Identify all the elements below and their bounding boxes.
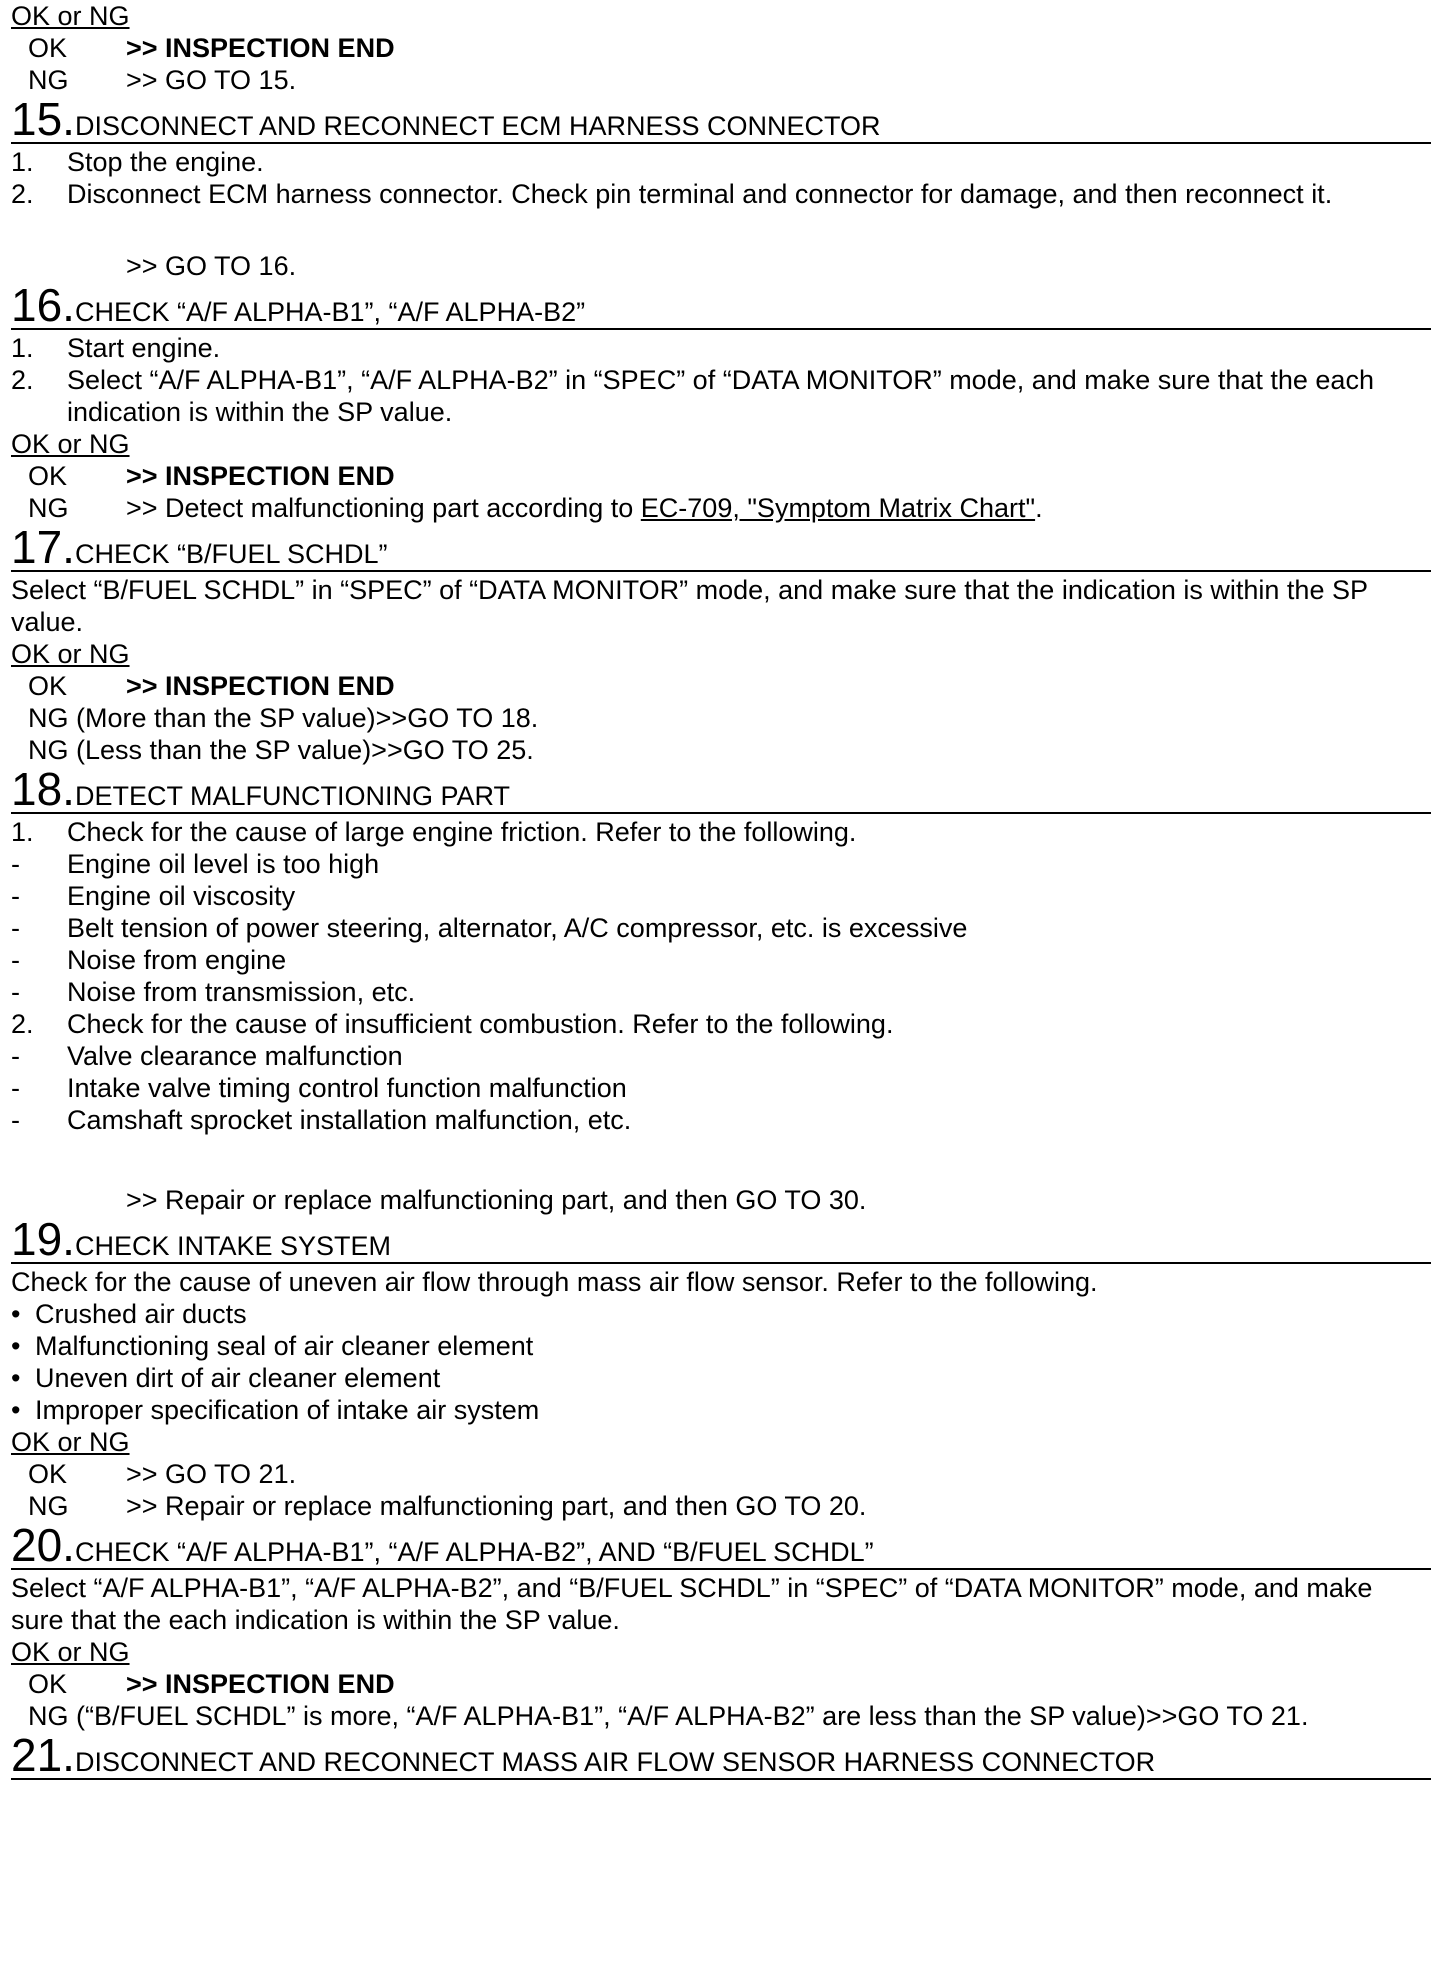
list-marker: - bbox=[11, 1073, 20, 1103]
bullet-item: • Crushed air ducts bbox=[11, 1299, 247, 1329]
step-number: 18. bbox=[11, 763, 75, 815]
list-text: Belt tension of power steering, alternator, A/C compressor, etc. is excessive bbox=[67, 913, 968, 943]
result-ng bbox=[11, 1700, 1431, 1732]
list-text: Valve clearance malfunction bbox=[67, 1041, 403, 1071]
list-text: Intake valve timing control function malfunction bbox=[67, 1073, 627, 1103]
result-ng bbox=[11, 1490, 1431, 1522]
list-marker: - bbox=[11, 913, 20, 943]
bullet-text: Improper specification of intake air system bbox=[35, 1395, 540, 1425]
ok-key: OK bbox=[28, 1459, 68, 1489]
ok-ng-label: OK or NG bbox=[11, 1637, 130, 1667]
list-text: Disconnect ECM harness connector. Check pin terminal and connector for damage, and then reconnect it. bbox=[67, 179, 1333, 209]
step-number: 21. bbox=[11, 1729, 75, 1781]
ng-key: NG bbox=[28, 65, 69, 95]
list-item bbox=[11, 1104, 1431, 1136]
step-number: 20. bbox=[11, 1519, 75, 1571]
ng-action: >> GO TO 15. bbox=[126, 65, 297, 95]
result-ok bbox=[11, 32, 1431, 64]
symptom-matrix-link[interactable]: EC-709, "Symptom Matrix Chart" bbox=[640, 493, 1036, 523]
ng-full-text: NG (“B/FUEL SCHDL” is more, “A/F ALPHA-B1”, “A/F ALPHA-B2” are less than the SP value)>>GO TO 21. bbox=[28, 1701, 1309, 1731]
ok-key: OK bbox=[28, 33, 68, 63]
list-text: Stop the engine. bbox=[67, 147, 264, 177]
ok-ng-label: OK or NG bbox=[11, 1, 130, 31]
list-item bbox=[11, 944, 1431, 976]
result-ng-less bbox=[11, 734, 1431, 766]
list-text: Engine oil viscosity bbox=[67, 881, 296, 911]
paragraph: Select “B/FUEL SCHDL” in “SPEC” of “DATA MONITOR” mode, and make sure that the indication is within the SP value. bbox=[11, 575, 1368, 637]
ng-key: NG bbox=[28, 493, 69, 523]
ng-action: >> Detect malfunctioning part according to EC-709, "Symptom Matrix Chart". bbox=[126, 493, 1043, 523]
step-19-heading bbox=[11, 1213, 1431, 1265]
result-ng-more bbox=[11, 702, 1431, 734]
step-number: 15. bbox=[11, 93, 75, 145]
ng-less-text: NG (Less than the SP value)>>GO TO 25. bbox=[28, 735, 534, 765]
step-20-heading bbox=[11, 1519, 1431, 1571]
bullet-text: Uneven dirt of air cleaner element bbox=[35, 1363, 441, 1393]
inspection-end: >> INSPECTION END bbox=[126, 1669, 395, 1699]
ng-key: NG bbox=[28, 1491, 69, 1521]
list-marker: 2. bbox=[11, 365, 34, 395]
step-title: DISCONNECT AND RECONNECT ECM HARNESS CONNECTOR bbox=[74, 111, 881, 141]
document-page bbox=[11, 0, 1431, 1780]
goto-action: >> Repair or replace malfunctioning part, and then GO TO 30. bbox=[126, 1185, 867, 1215]
step-title: DETECT MALFUNCTIONING PART bbox=[74, 781, 510, 811]
list-marker: - bbox=[11, 945, 20, 975]
inspection-end: >> INSPECTION END bbox=[126, 671, 395, 701]
list-item bbox=[11, 178, 1431, 210]
paragraph: Check for the cause of uneven air flow through mass air flow sensor. Refer to the following. bbox=[11, 1267, 1098, 1297]
bullet-item: • Improper specification of intake air system bbox=[11, 1395, 540, 1425]
list-text: Noise from engine bbox=[67, 945, 287, 975]
step-21-heading bbox=[11, 1729, 1431, 1781]
list-marker: - bbox=[11, 849, 20, 879]
list-text: Start engine. bbox=[67, 333, 221, 363]
step-title: CHECK “A/F ALPHA-B1”, “A/F ALPHA-B2”, AND “B/FUEL SCHDL” bbox=[74, 1537, 874, 1567]
list-marker: 1. bbox=[11, 333, 34, 363]
step-17-heading bbox=[11, 521, 1431, 573]
list-item bbox=[11, 976, 1431, 1008]
ok-ng-label: OK or NG bbox=[11, 429, 130, 459]
list-text: Check for the cause of insufficient combustion. Refer to the following. bbox=[67, 1009, 894, 1039]
step-15-heading bbox=[11, 93, 1431, 145]
step-16-heading bbox=[11, 279, 1431, 331]
ng-more-text: NG (More than the SP value)>>GO TO 18. bbox=[28, 703, 539, 733]
list-text: Select “A/F ALPHA-B1”, “A/F ALPHA-B2” in “SPEC” of “DATA MONITOR” mode, and make sure that the each indication is within the SP value. bbox=[67, 365, 1374, 427]
list-marker: - bbox=[11, 1041, 20, 1071]
list-marker: - bbox=[11, 977, 20, 1007]
step-title: DISCONNECT AND RECONNECT MASS AIR FLOW SENSOR HARNESS CONNECTOR bbox=[74, 1747, 1156, 1777]
bullet-text: Malfunctioning seal of air cleaner element bbox=[35, 1331, 534, 1361]
ok-ng-label: OK or NG bbox=[11, 1427, 130, 1457]
list-item bbox=[11, 146, 1431, 178]
ok-key: OK bbox=[28, 461, 68, 491]
list-item bbox=[11, 332, 1431, 364]
list-marker: - bbox=[11, 881, 20, 911]
step-18-heading bbox=[11, 763, 1431, 815]
result-ok bbox=[11, 670, 1431, 702]
bullet-item: • Malfunctioning seal of air cleaner element bbox=[11, 1331, 534, 1361]
list-item bbox=[11, 364, 1431, 428]
bullet-text: Crushed air ducts bbox=[35, 1299, 247, 1329]
result-ng bbox=[11, 492, 1431, 524]
result-ok bbox=[11, 1668, 1431, 1700]
list-item bbox=[11, 1072, 1431, 1104]
step-number: 17. bbox=[11, 521, 75, 573]
bullet-item: • Uneven dirt of air cleaner element bbox=[11, 1363, 441, 1393]
list-marker: 1. bbox=[11, 817, 34, 847]
step-number: 16. bbox=[11, 279, 75, 331]
list-item bbox=[11, 1008, 1431, 1040]
list-text: Engine oil level is too high bbox=[67, 849, 380, 879]
step-title: CHECK “A/F ALPHA-B1”, “A/F ALPHA-B2” bbox=[74, 297, 586, 327]
list-marker: 1. bbox=[11, 147, 34, 177]
ok-key: OK bbox=[28, 671, 68, 701]
list-text: Check for the cause of large engine friction. Refer to the following. bbox=[67, 817, 857, 847]
goto-action: >> GO TO 16. bbox=[126, 251, 297, 281]
result-goto bbox=[11, 250, 1431, 282]
result-ng bbox=[11, 64, 1431, 96]
list-item bbox=[11, 848, 1431, 880]
step-title: CHECK “B/FUEL SCHDL” bbox=[74, 539, 388, 569]
result-goto bbox=[11, 1184, 1431, 1216]
list-item bbox=[11, 912, 1431, 944]
list-marker: 2. bbox=[11, 1009, 34, 1039]
ok-ng-label: OK or NG bbox=[11, 639, 130, 669]
list-item bbox=[11, 1040, 1431, 1072]
inspection-end: >> INSPECTION END bbox=[126, 33, 395, 63]
list-text: Camshaft sprocket installation malfunction, etc. bbox=[67, 1105, 632, 1135]
list-item bbox=[11, 816, 1431, 848]
list-marker: - bbox=[11, 1105, 20, 1135]
paragraph: Select “A/F ALPHA-B1”, “A/F ALPHA-B2”, and “B/FUEL SCHDL” in “SPEC” of “DATA MONITOR” mode, and make sure that the each indication is within the SP value. bbox=[11, 1573, 1373, 1635]
ok-action: >> GO TO 21. bbox=[126, 1459, 297, 1489]
ok-key: OK bbox=[28, 1669, 68, 1699]
list-item bbox=[11, 880, 1431, 912]
list-text: Noise from transmission, etc. bbox=[67, 977, 416, 1007]
step-number: 19. bbox=[11, 1213, 75, 1265]
list-marker: 2. bbox=[11, 179, 34, 209]
result-ok bbox=[11, 460, 1431, 492]
ng-action: >> Repair or replace malfunctioning part, and then GO TO 20. bbox=[126, 1491, 867, 1521]
result-ok bbox=[11, 1458, 1431, 1490]
inspection-end: >> INSPECTION END bbox=[126, 461, 395, 491]
step-title: CHECK INTAKE SYSTEM bbox=[74, 1231, 392, 1261]
